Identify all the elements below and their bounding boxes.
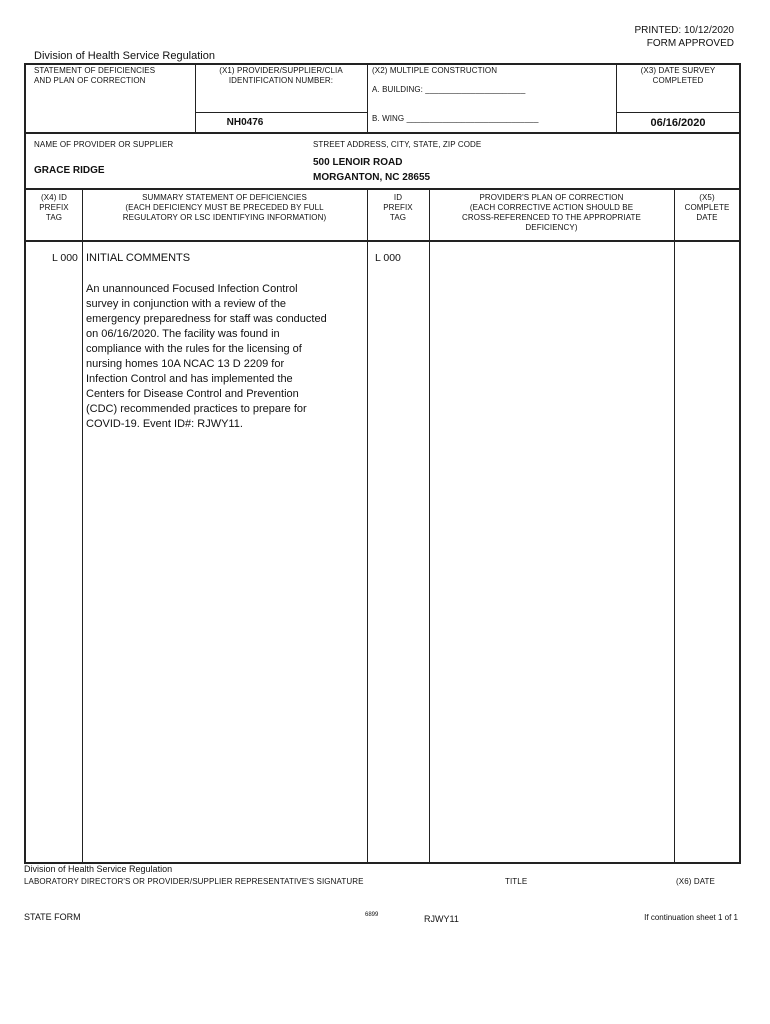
entry-body: [86, 282, 366, 432]
col-x5-line2: COMPLETE: [684, 203, 730, 212]
printed-date: PRINTED: 10/12/2020: [634, 25, 734, 36]
x1-label-line1: (X1) PROVIDER/SUPPLIER/CLIA: [219, 66, 343, 75]
col-divider-2: [367, 188, 368, 863]
provider-id-value: NH0476: [226, 117, 264, 128]
address-line2: MORGANTON, NC 28655: [313, 172, 431, 183]
divider-column-headers: [24, 240, 741, 242]
x2-label: (X2) MULTIPLE CONSTRUCTION: [372, 66, 498, 75]
x3-label-line1: (X3) DATE SURVEY: [640, 66, 716, 75]
col-summary-line2: (EACH DEFICIENCY MUST BE PRECEDED BY FULL: [125, 203, 324, 212]
col-id-line3: TAG: [389, 213, 407, 222]
col-divider-1: [82, 188, 83, 863]
col-id-line2: PREFIX: [383, 203, 413, 212]
entry-line: nursing homes 10A NCAC 13 D 2209 for: [86, 358, 285, 370]
divider-top-row: [24, 132, 741, 134]
provider-name-label: NAME OF PROVIDER OR SUPPLIER: [34, 140, 174, 149]
entry-line: COVID-19. Event ID#: RJWY11.: [86, 418, 243, 430]
col-id-header: [367, 193, 429, 223]
col-summary-line3: REGULATORY OR LSC IDENTIFYING INFORMATION): [122, 213, 327, 222]
footer-event-id: RJWY11: [424, 914, 459, 924]
col-x5-line1: (X5): [699, 193, 715, 202]
entry-line: An unannounced Focused Infection Control: [86, 283, 298, 295]
frame-right: [739, 63, 741, 863]
col-x5-line3: DATE: [696, 213, 718, 222]
frame-top: [24, 63, 741, 65]
divider-provider-row: [24, 188, 741, 190]
address-line1: 500 LENOIR ROAD: [313, 157, 403, 168]
title-label: TITLE: [505, 877, 528, 886]
x3-label-line2: COMPLETED: [652, 76, 704, 85]
survey-date-value: 06/16/2020: [650, 117, 706, 129]
divider-x2: [367, 63, 368, 133]
col-x4-header: [24, 193, 84, 223]
signature-label: LABORATORY DIRECTOR'S OR PROVIDER/SUPPLIER REPRESENTATIVE'S SIGNATURE: [24, 877, 364, 886]
divider-x3-inner: [616, 112, 740, 113]
frame-left: [24, 63, 26, 863]
entry-line: survey in conjunction with a review of the: [86, 298, 286, 310]
entry-tag-right: L 000: [375, 252, 401, 264]
col-divider-4: [674, 188, 675, 863]
col-plan-line3: CROSS-REFERENCED TO THE APPROPRIATE: [462, 213, 641, 222]
col-x4-line3: TAG: [45, 213, 63, 222]
form-approved: FORM APPROVED: [646, 38, 734, 49]
entry-line: on 06/16/2020. The facility was found in: [86, 328, 280, 340]
col-divider-3: [429, 188, 430, 863]
x1-label-line2: IDENTIFICATION NUMBER:: [228, 76, 334, 85]
col-x5-header: [674, 193, 740, 223]
state-form-label: STATE FORM: [24, 912, 81, 922]
wing-label: B. WING _____________________________: [372, 114, 539, 123]
provider-name-value: GRACE RIDGE: [34, 165, 105, 176]
entry-line: Infection Control and has implemented the: [86, 373, 293, 385]
entry-tag-left: L 000: [52, 252, 78, 264]
division-title: Division of Health Service Regulation: [34, 50, 215, 62]
address-label: STREET ADDRESS, CITY, STATE, ZIP CODE: [313, 140, 482, 149]
x1-label: [195, 66, 367, 86]
building-label: A. BUILDING: ______________________: [372, 85, 526, 94]
col-plan-line2: (EACH CORRECTIVE ACTION SHOULD BE: [469, 203, 634, 212]
statement-label-line2: AND PLAN OF CORRECTION: [34, 76, 146, 85]
entry-line: emergency preparedness for staff was conducted: [86, 313, 327, 325]
continuation-sheet: If continuation sheet 1 of 1: [644, 913, 738, 922]
col-plan-line4: DEFICIENCY): [525, 223, 578, 232]
entry-heading: INITIAL COMMENTS: [86, 252, 191, 264]
col-plan-header: [429, 193, 674, 233]
x3-label: [616, 66, 740, 86]
col-plan-line1: PROVIDER'S PLAN OF CORRECTION: [479, 193, 624, 202]
col-summary-header: [82, 193, 367, 223]
date-label: (X6) DATE: [676, 877, 715, 886]
footer-division: Division of Health Service Regulation: [24, 864, 173, 874]
col-x4-line1: (X4) ID: [40, 193, 68, 202]
entry-line: compliance with the rules for the licensing of: [86, 343, 302, 355]
statement-label-line1: STATEMENT OF DEFICIENCIES: [34, 66, 156, 75]
divider-x1-inner: [195, 112, 367, 113]
form-code: 6899: [365, 912, 379, 918]
col-id-line1: ID: [393, 193, 403, 202]
statement-label: [34, 66, 155, 86]
col-summary-line1: SUMMARY STATEMENT OF DEFICIENCIES: [142, 193, 307, 202]
col-x4-line2: PREFIX: [39, 203, 69, 212]
entry-line: (CDC) recommended practices to prepare for: [86, 403, 307, 415]
entry-line: Centers for Disease Control and Prevention: [86, 388, 299, 400]
